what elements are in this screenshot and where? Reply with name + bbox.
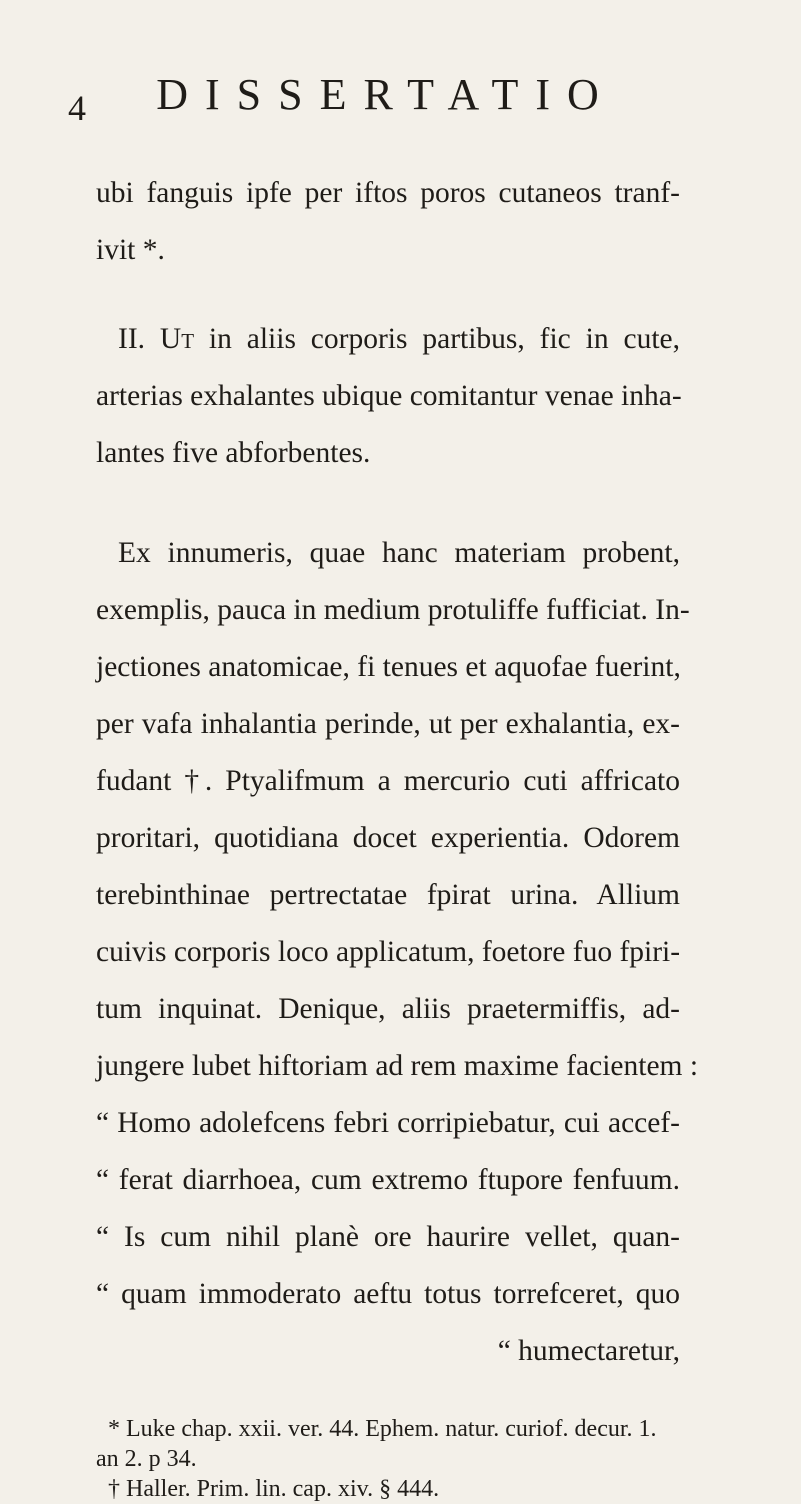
body-line: ubi fanguis ipfe per iftos poros cutaneos tranf- bbox=[96, 177, 680, 209]
quote-line: “ ferat diarrhoea, cum extremo ftupore fenfuum. bbox=[96, 1164, 680, 1196]
body-line: fudant †. Ptyalifmum a mercurio cuti affricato bbox=[96, 765, 680, 797]
page-header bbox=[68, 70, 708, 128]
body-line: proritari, quotidiana docet experientia. Odorem bbox=[96, 822, 680, 854]
page-number: 4 bbox=[68, 88, 86, 128]
footnote-line: * Luke chap. xxii. ver. 44. Ephem. natur. curiof. decur. 1. bbox=[108, 1416, 657, 1442]
quote-line: “ Homo adolefcens febri corripiebatur, cui accef- bbox=[96, 1107, 680, 1139]
quote-line: “ humectaretur, bbox=[497, 1335, 680, 1367]
body-line: arterias exhalantes ubique comitantur venae inha- bbox=[96, 380, 682, 412]
body-line: jungere lubet hiftoriam ad rem maxime facientem : bbox=[96, 1050, 699, 1082]
body-line: ivit *. bbox=[96, 234, 165, 266]
body-line: lantes five abforbentes. bbox=[96, 437, 371, 469]
section-initial-word: Ut bbox=[159, 323, 195, 355]
section-heading-line bbox=[118, 321, 680, 357]
quote-line: “ quam immoderato aeftu totus torrefceret, quo bbox=[96, 1278, 680, 1310]
body-line: Ex innumeris, quae hanc materiam probent, bbox=[118, 537, 680, 569]
body-line: exemplis, pauca in medium protuliffe fufficiat. In- bbox=[96, 594, 690, 626]
section-number: II. bbox=[118, 323, 160, 355]
body-line: tum inquinat. Denique, aliis praetermiffis, ad- bbox=[96, 993, 680, 1025]
body-line: terebinthinae pertrectatae fpirat urina. Allium bbox=[96, 879, 680, 911]
footnote-line: † Haller. Prim. lin. cap. xiv. § 444. bbox=[108, 1476, 440, 1502]
footnote-line: an 2. p 34. bbox=[96, 1446, 197, 1472]
body-line: cuivis corporis loco applicatum, foetore fuo fpiri- bbox=[96, 936, 681, 968]
body-line-text: in aliis corporis partibus, fic in cute, bbox=[194, 323, 680, 355]
running-head: DISSERTATIO bbox=[156, 70, 616, 119]
body-line: jectiones anatomicae, fi tenues et aquofae fuerint, bbox=[96, 651, 681, 683]
quote-line: “ Is cum nihil planè ore haurire vellet, quan- bbox=[96, 1221, 680, 1253]
body-line: per vafa inhalantia perinde, ut per exhalantia, ex- bbox=[96, 708, 680, 740]
